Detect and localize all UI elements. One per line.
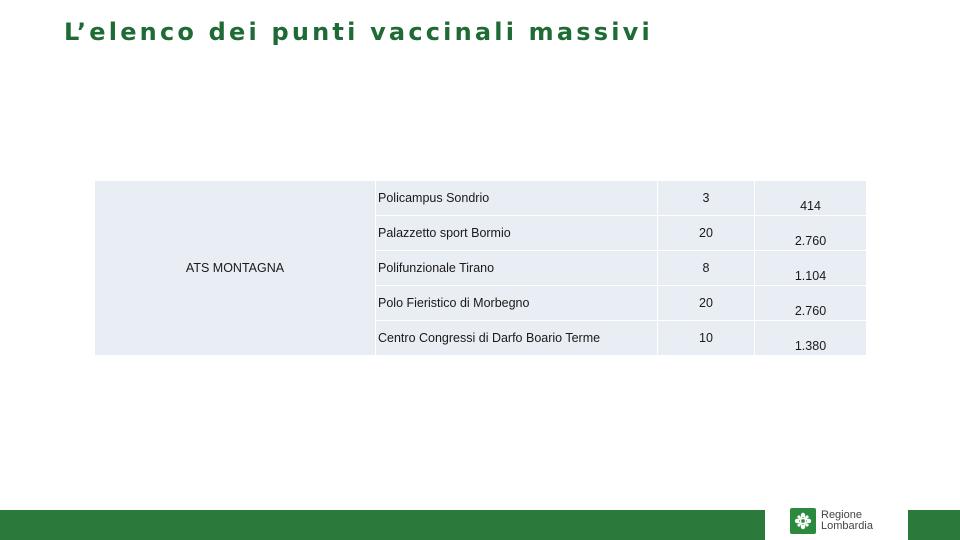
venue-cell: Centro Congressi di Darfo Boario Terme xyxy=(376,321,658,356)
logo-line-2: Lombardia xyxy=(821,520,873,532)
page-title: L’elenco dei punti vaccinali massivi xyxy=(64,18,653,46)
footer-band-left xyxy=(0,510,765,540)
doses-cell: 2.760 xyxy=(755,216,867,251)
doses-cell: 1.380 xyxy=(755,321,867,356)
lines-cell: 20 xyxy=(658,216,755,251)
footer-band-right xyxy=(908,510,960,540)
lines-cell: 10 xyxy=(658,321,755,356)
logo-text xyxy=(821,510,873,532)
venue-cell: Policampus Sondrio xyxy=(376,181,658,216)
table-row xyxy=(95,181,867,216)
lines-cell: 20 xyxy=(658,286,755,321)
doses-cell: 1.104 xyxy=(755,251,867,286)
lines-cell: 3 xyxy=(658,181,755,216)
logo-line-1: Regione xyxy=(821,509,862,521)
venue-cell: Polo Fieristico di Morbegno xyxy=(376,286,658,321)
ats-cell: ATS MONTAGNA xyxy=(95,181,376,356)
lines-cell: 8 xyxy=(658,251,755,286)
doses-cell: 414 xyxy=(755,181,867,216)
regione-lombardia-logo xyxy=(790,508,873,534)
rosa-camuna-icon xyxy=(790,508,816,534)
doses-cell: 2.760 xyxy=(755,286,867,321)
vaccination-points-table xyxy=(94,180,867,356)
venue-cell: Palazzetto sport Bormio xyxy=(376,216,658,251)
venue-cell: Polifunzionale Tirano xyxy=(376,251,658,286)
